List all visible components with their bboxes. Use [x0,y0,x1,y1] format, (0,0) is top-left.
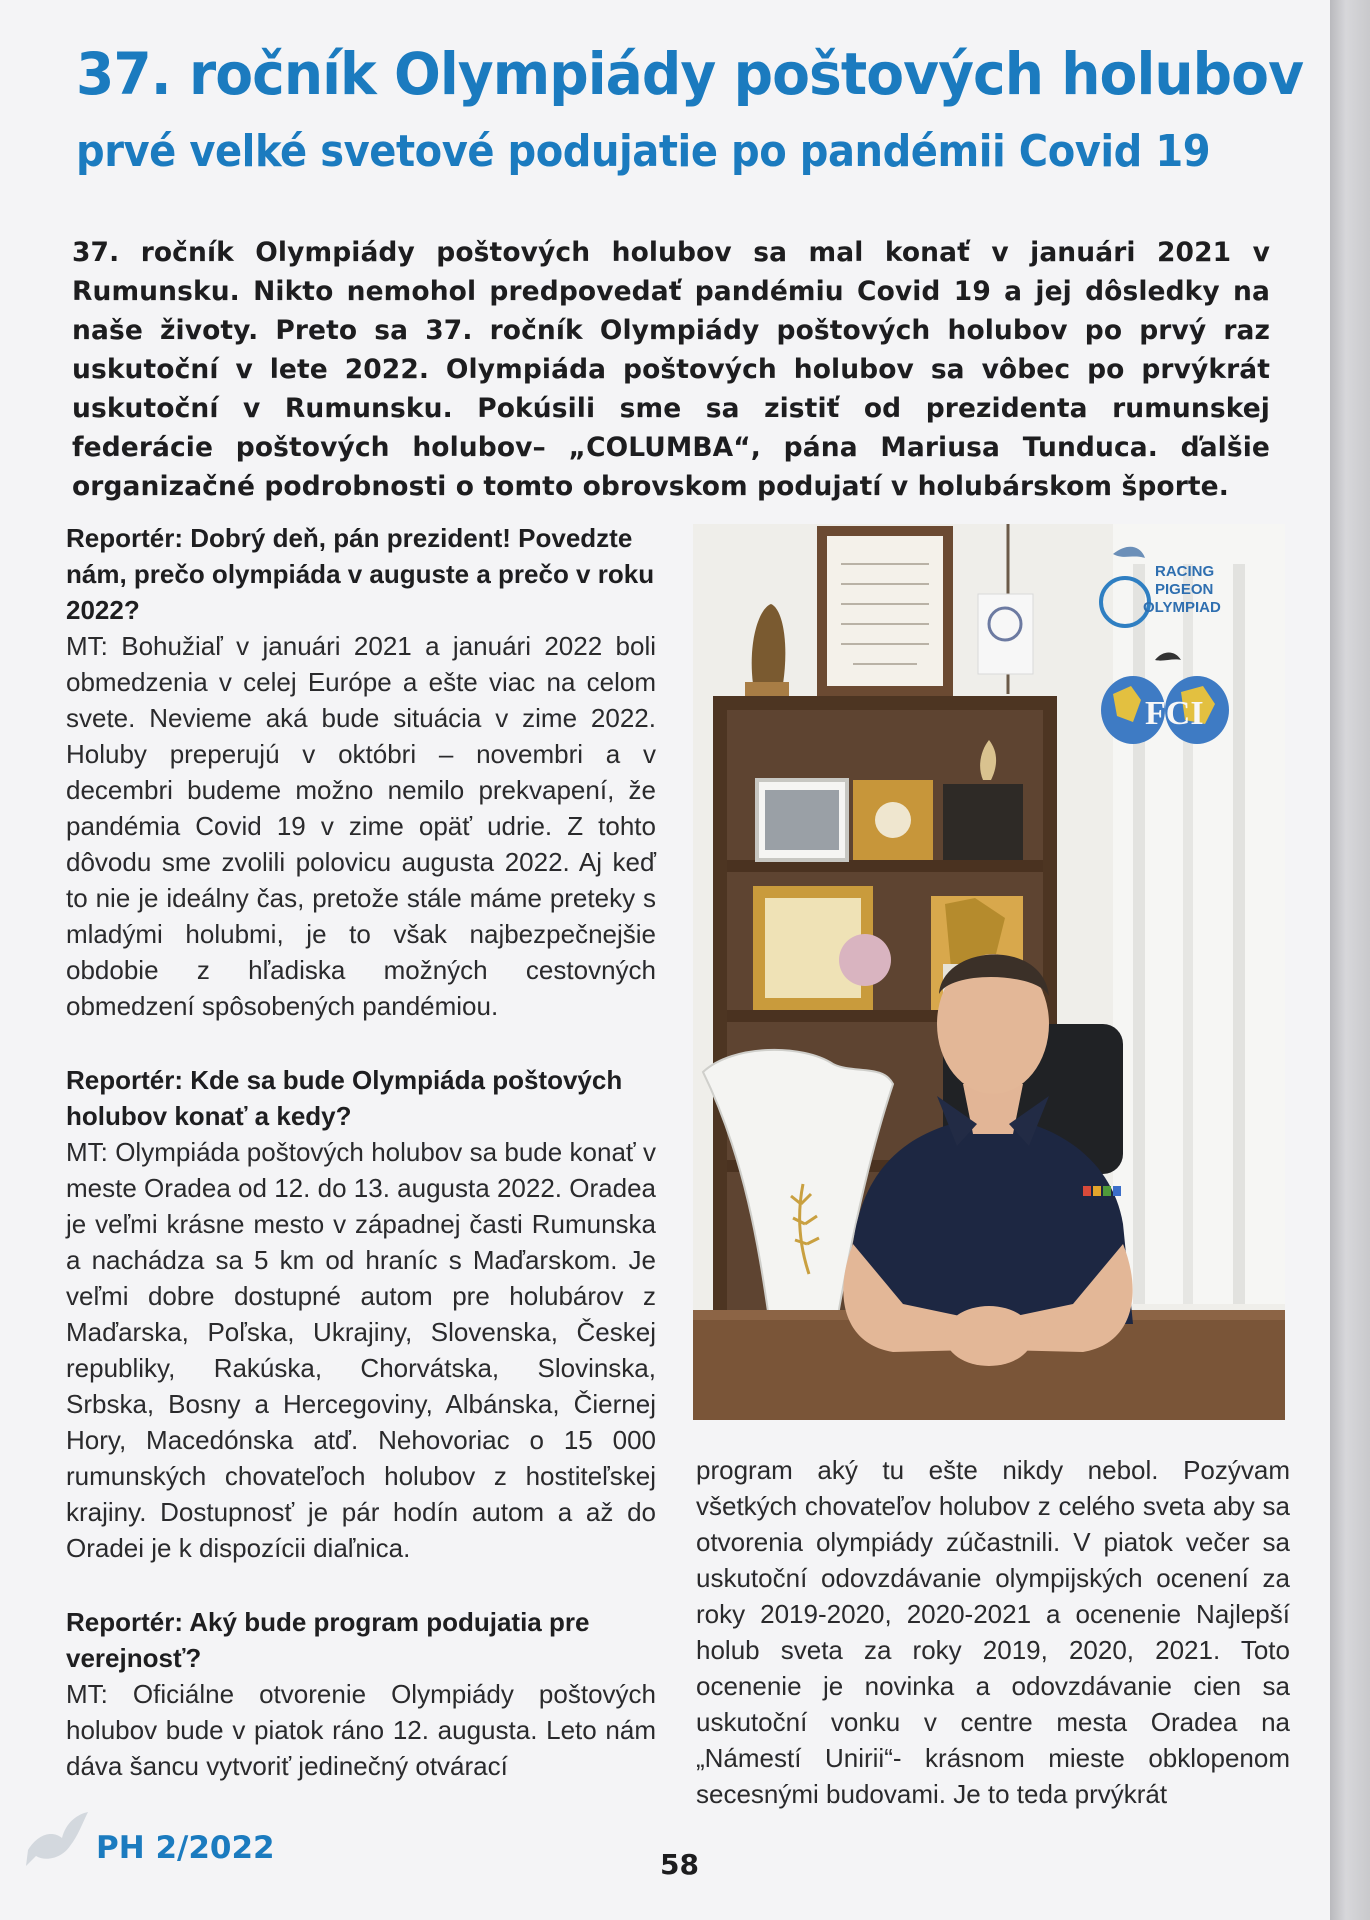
svg-text:RACING: RACING [1155,563,1215,580]
answer-2: MT: Olympiáda poštových holubov sa bude konať v meste Oradea od 12. do 13. augusta 2022. Oradea je veľmi krásne mesto v západnej časti Rumunska a nachádza sa 5 km od hraníc s Maďarskom. Je veľmi dobre dostupné autom pre holubárov z Maďarska, Poľska, Ukrajiny, Slovenska, Českej republiky, Rakúska, Chorvátska, Slovinska, Srbska, Bosny a Hercegoviny, Albánska, Čiernej Hory, Macedónska atď. Nehovoriac o 15 000 rumunských chovateľoch holubov z hostiteľskej krajiny. Dostupnosť je pár hodín autom a až do Oradei je k dispozícii diaľnica. [66,1137,656,1563]
president-photo [693,524,1285,1420]
question-3: Reportér: Aký bude program podujatia pre verejnosť? [66,1607,590,1673]
answer-1: MT: Bohužiaľ v januári 2021 a januári 2022 boli obmedzenia v celej Európe a ešte viac na celom svete. Nevieme aká bude situácia v zime 2022. Holuby preperujú v októbri – novembri a v decembri budeme možno nemilo prekvapení, že pandémia Covid 19 v zime opäť udrie. Z tohto dôvodu sme zvolili polovicu augusta 2022. Aj keď to nie je ideálny čas, pretože stále máme preteky s mladými holubmi, je to však najbezpečnejšie obdobie z hľadiska možných cestovných obmedzení spôsobených pandémiou. [66,631,656,1021]
svg-text:OLYMPIAD: OLYMPIAD [1143,599,1221,616]
question-1: Reportér: Dobrý deň, pán prezident! Povedzte nám, prečo olympiáda v auguste a prečo v roku 2022? [66,523,655,625]
right-column [696,1452,1290,1812]
article-title: 37. ročník Olympiády poštových holubov [76,40,1304,108]
page-number: 58 [660,1848,699,1881]
issue-label: PH 2/2022 [96,1830,275,1866]
article-subtitle: prvé velké svetové podujatie po pandémii Covid 19 [76,126,1211,177]
office-photo-illustration [693,524,1285,1420]
left-column [66,520,656,1784]
svg-text:FCI: FCI [1145,695,1204,732]
svg-text:PIGEON: PIGEON [1155,581,1214,598]
answer-3-continued: program aký tu ešte nikdy nebol. Pozývam všetkých chovateľov holubov z celého sveta aby sa otvorenia olympiády zúčastnili. V piatok večer sa uskutoční odovzdávanie olympijských ocenení za roky 2019-2020, 2020-2021 a ocenenie Najlepší holub sveta za roky 2019, 2020, 2021. Toto ocenenie je novinka a odovzdávanie cien sa uskutoční vonku v centre mesta Oradea na „Námestí Unirii“- krásnom mieste obklopenom secesnými budovami. Je to teda prvýkrát [696,1455,1290,1809]
dove-icon [22,1804,92,1874]
question-2: Reportér: Kde sa bude Olympiáda poštových holubov konať a kedy? [66,1065,623,1131]
book-spine [1330,0,1370,1920]
article-lead: 37. ročník Olympiády poštových holubov sa mal konať v januári 2021 v Rumunsku. Nikto nemohol predpovedať pandémiu Covid 19 a jej dôsledky na naše životy. Preto sa 37. ročník Olympiády poštových holubov po prvý raz uskutoční v lete 2022. Olympiáda poštových holubov sa vôbec po prvýkrát uskutoční v Rumunsku. Pokúsili sme sa zistiť od prezidenta rumunskej federácie poštových holubov– „COLUMBA“, pána Mariusa Tunduca. ďalšie organizačné podrobnosti o tomto obrovskom podujatí v holubárskom športe. [72,236,1270,502]
answer-3-start: MT: Oficiálne otvorenie Olympiády poštových holubov bude v piatok ráno 12. augusta. Leto nám dáva šancu vytvoriť jedinečný otvárací [66,1679,656,1781]
